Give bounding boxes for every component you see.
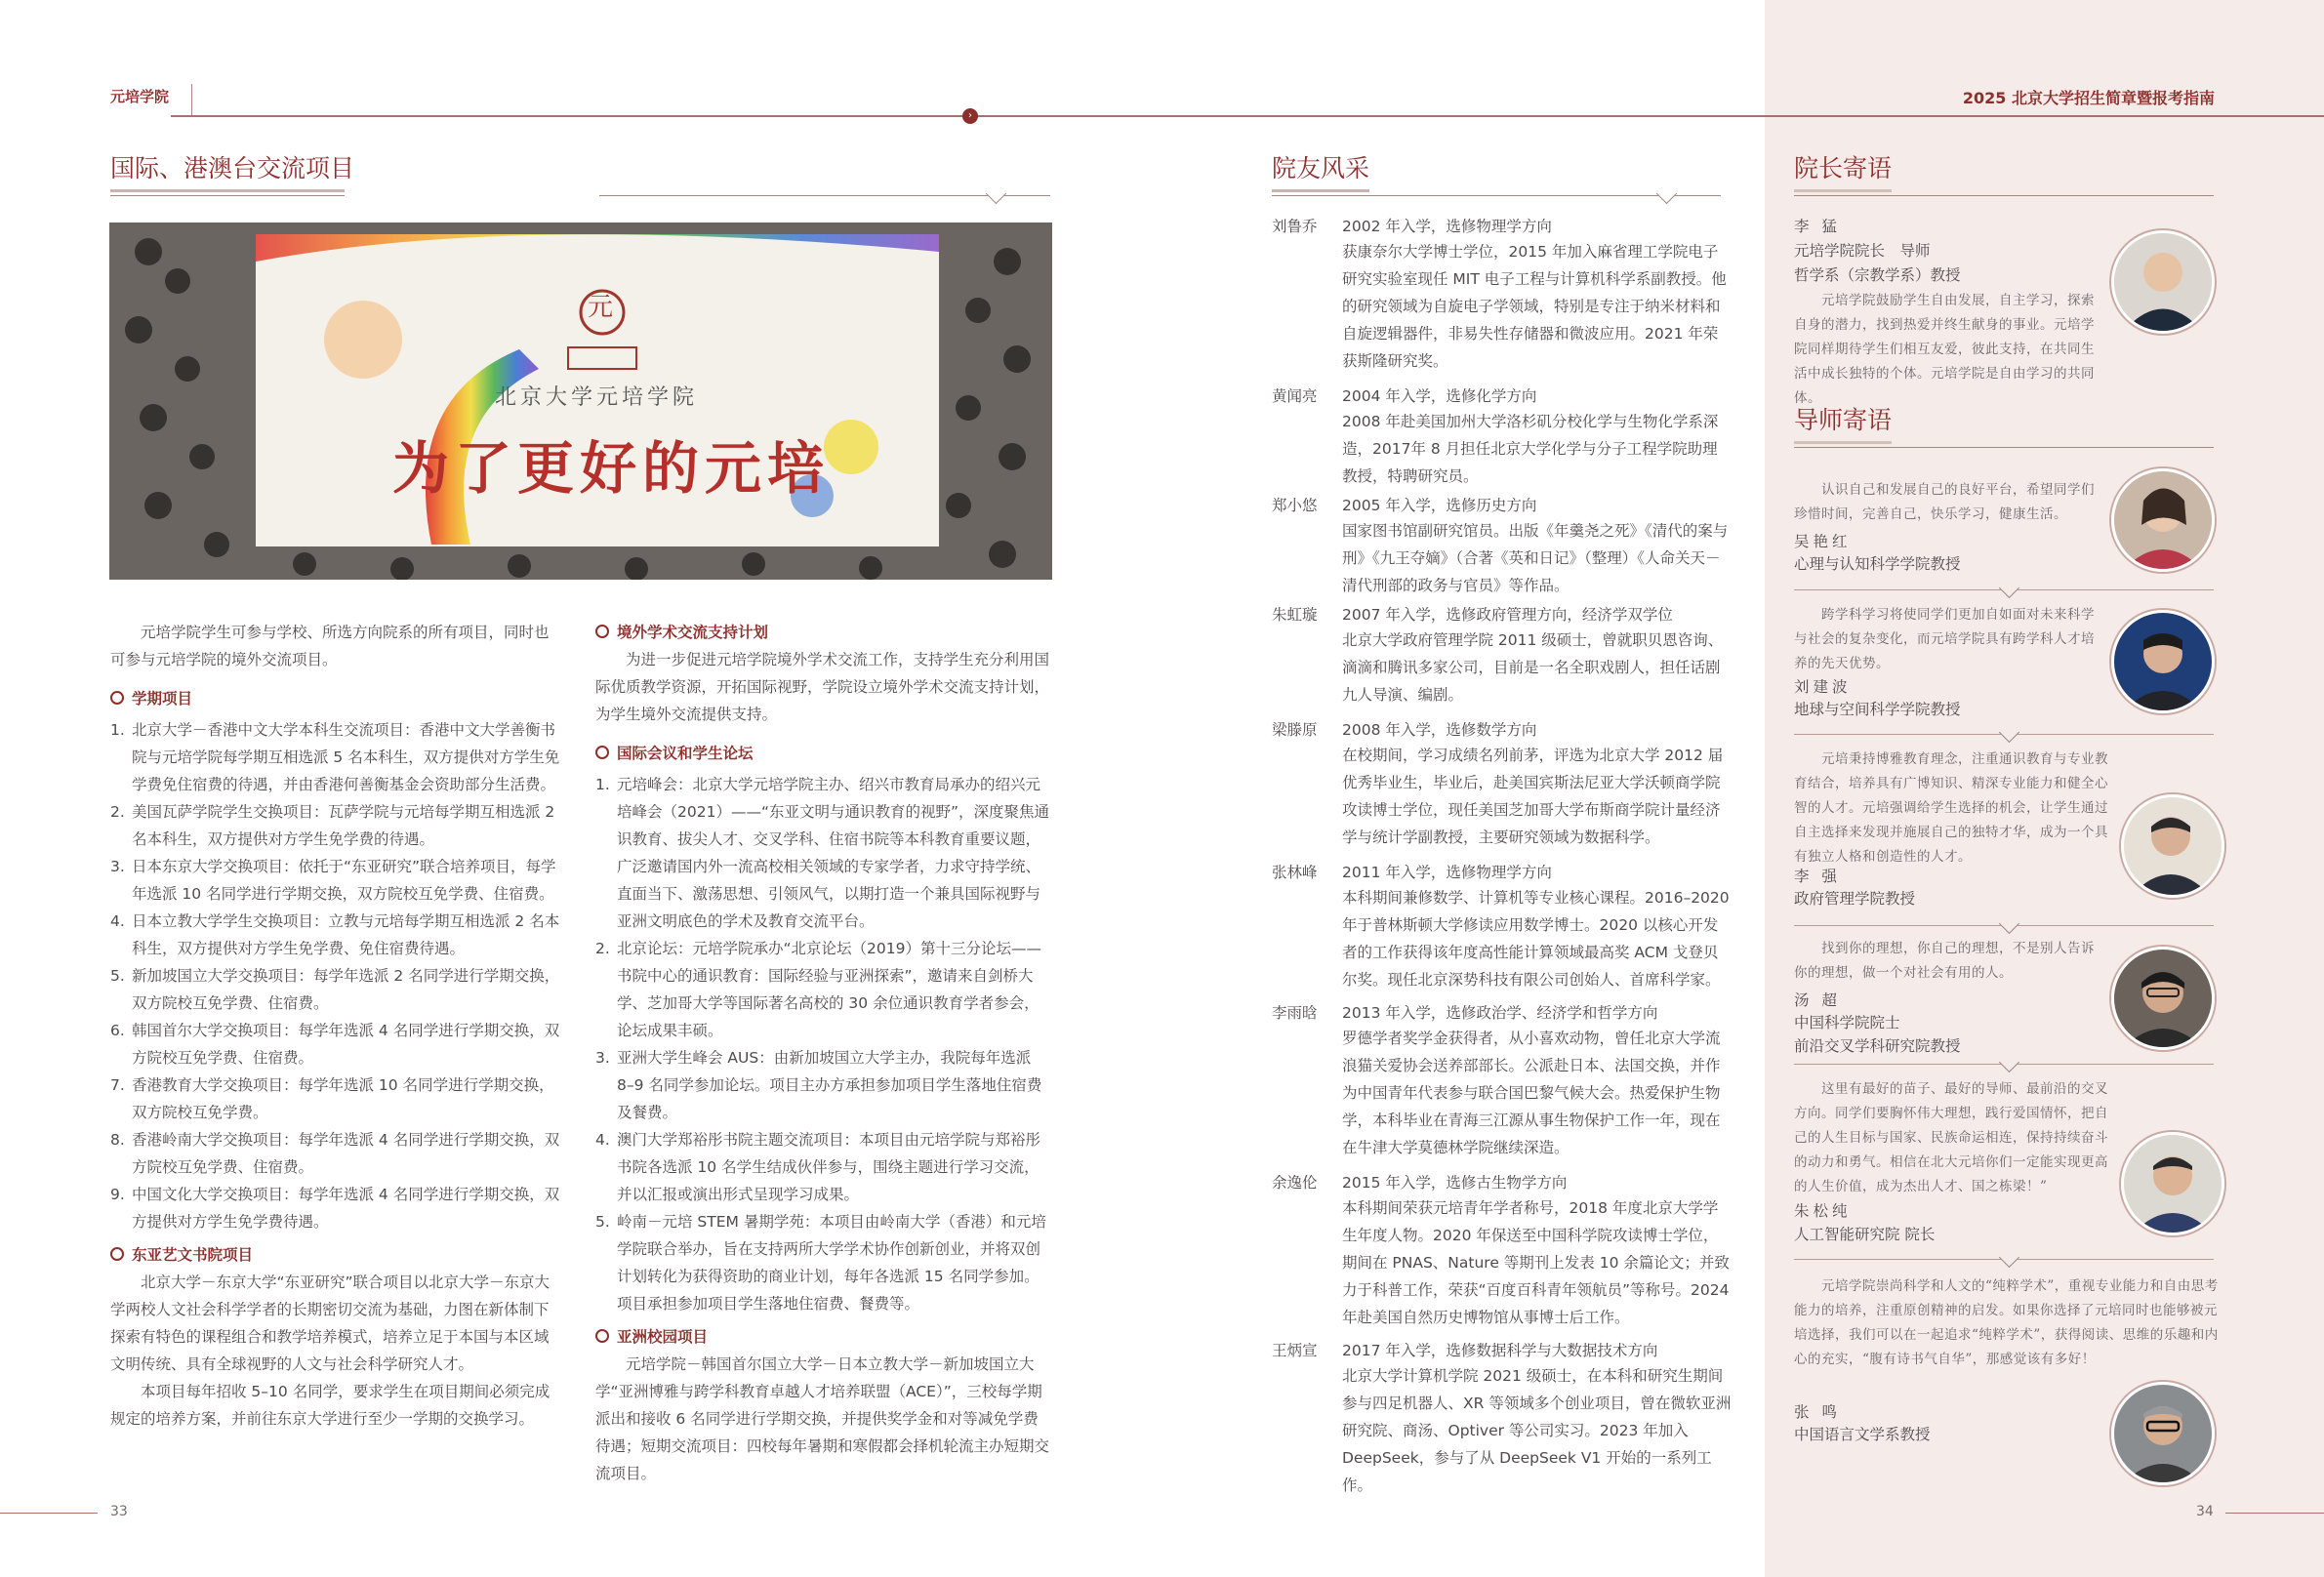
circle-bullet-icon — [595, 1329, 609, 1343]
list-item — [595, 1044, 1052, 1126]
list-item — [110, 1181, 561, 1235]
mentor-department: 人工智能研究院 院长 — [1794, 1226, 1936, 1243]
mentor-department-2: 前沿交叉学科研究院教授 — [1794, 1037, 1961, 1055]
list-text: 亚洲大学生峰会 AUS：由新加坡国立大学主办，我院每年选派 8–9 名同学参加论坛。项目主办方承担参加项目学生落地住宿费及餐费。 — [617, 1049, 1042, 1121]
list-text: 香港教育大学交换项目：每学年选派 10 名同学进行学期交换，双方院校互免学费。 — [132, 1076, 554, 1121]
footer-rule-right — [2225, 1513, 2324, 1514]
header-rule — [171, 115, 2324, 117]
subheading-forum-label: 国际会议和学生论坛 — [617, 745, 754, 762]
person-portrait-icon — [2114, 233, 2212, 331]
list-item — [110, 716, 561, 798]
list-item — [110, 1072, 561, 1126]
alumni-bio: 罗德学者奖学金获得者，从小喜欢动物，曾任北京大学流浪猫关爱协会送养部部长。公派赴日本、法国交换，并作为中国青年代表参与联合国巴黎气候大会。热爱保护生物学，本科毕业在青海三江源从事生物保护工作一年，现在在牛津大学莫德林学院继续深造。 — [1342, 1030, 1721, 1156]
list-number: 7. — [110, 1076, 125, 1094]
title-underline-thick — [110, 189, 345, 192]
list-text: 北京论坛：元培学院承办“北京论坛（2019）第十三分论坛——书院中心的通识教育：国际经验与亚洲探索”，邀请来自剑桥大学、芝加哥大学等国际著名高校的 30 余位通识教育学者参会，论坛成果丰硕。 — [617, 940, 1041, 1039]
mentor-quote: 元培秉持博雅教育理念，注重通识教育与专业教育结合，培养具有广博知识、精深专业能力和健全心智的人才。元培强调给学生选择的机会，让学生通过自主选择来发现并施展自己的独特才华，成为一个具有独立人格和创造性的人才。 — [1794, 751, 2108, 865]
alumni-name: 黄闻亮 — [1272, 387, 1318, 405]
mentor-department: 地球与空间科学学院教授 — [1794, 701, 1961, 718]
footer-rule-left — [0, 1513, 98, 1514]
list-text: 日本东京大学交换项目：依托于“东亚研究”联合培养项目，每学年选派 10 名同学进行学期交换，双方院校互免学费、住宿费。 — [132, 858, 556, 903]
list-item — [110, 798, 561, 853]
list-item — [595, 771, 1052, 935]
dean-department: 哲学系（宗教学系）教授 — [1794, 266, 1961, 284]
alumni-year: 2015 年入学，选修古生物学方向 — [1342, 1174, 1568, 1192]
list-number: 4. — [110, 912, 125, 930]
alumni-bio: 北京大学政府管理学院 2011 级硕士，曾就职贝恩咨询、滴滴和腾讯多家公司，目前是一名全职戏剧人，担任话剧九人导演、编剧。 — [1342, 631, 1724, 704]
alumni-bio: 2008 年赴美国加州大学洛杉矶分校化学与生物化学系深造，2017年 8 月担任北京大学化学与分子工程学院助理教授，特聘研究员。 — [1342, 413, 1719, 485]
avatar — [2121, 1132, 2224, 1235]
list-number: 9. — [110, 1186, 125, 1203]
alumni-bio: 国家图书馆副研究馆员。出版《年羹尧之死》《清代的案与刑》《九王夺嫡》（合著《英和日记》（整理）《人命关天－清代刑部的政务与官员》等作品。 — [1342, 522, 1729, 594]
mentor-quote: 这里有最好的苗子、最好的导师、最前沿的交叉方向。同学们要胸怀伟大理想，践行爱国情怀，把自己的人生目标与国家、民族命运相连，保持持续奋斗的动力和勇气。相信在北大元培你们一定能实现更高的人生价值，成为杰出人才、国之栋梁！” — [1794, 1081, 2108, 1194]
list-number: 1. — [110, 721, 125, 739]
list-number: 3. — [110, 858, 125, 875]
photo-seal-text: 元 — [588, 293, 614, 322]
chevron-down-icon — [1656, 183, 1677, 204]
circle-bullet-icon — [110, 691, 124, 705]
east-asia-paragraph-2: 本项目每年招收 5–10 名同学，要求学生在项目期间必须完成规定的培养方案，并前往东京大学进行至少一学期的交换学习。 — [110, 1383, 550, 1428]
subheading-forum — [595, 740, 1052, 767]
mentor-quote: 认识自己和发展自己的良好平台，希望同学们珍惜时间，完善自己，快乐学习，健康生活。 — [1794, 482, 2095, 522]
subheading-campus — [595, 1323, 1052, 1351]
header-guide-title: 2025 北京大学招生简章暨报考指南 — [1962, 89, 2215, 107]
person-portrait-icon — [2114, 950, 2212, 1047]
alumni-name: 张林峰 — [1272, 864, 1318, 881]
alumni-name: 朱虹璇 — [1272, 606, 1318, 624]
alumni-year: 2011 年入学，选修物理学方向 — [1342, 864, 1552, 881]
list-item — [110, 908, 561, 962]
avatar — [2121, 794, 2224, 898]
subheading-term-label: 学期项目 — [132, 690, 193, 708]
alumni-name: 余逸伦 — [1272, 1174, 1318, 1192]
mentor-department: 政府管理学院教授 — [1794, 890, 1916, 908]
alumni-name: 王炳宣 — [1272, 1342, 1318, 1359]
list-text: 元培峰会：北京大学元培学院主办、绍兴市教育局承办的绍兴元培峰会（2021）——“东亚文明与通识教育的视野”，深度聚焦通识教育、拔尖人才、交叉学科、住宿书院等本科教育重要议题，广泛邀请国内外一流高校相关领域的专家学者，力求守持学统、直面当下、激荡思想、引领风气，以期打造一个兼具国际视野与亚洲文明底色的学术及教育交流平台。 — [617, 776, 1050, 930]
title-underline-thick — [1794, 189, 1892, 192]
subheading-term — [110, 685, 561, 712]
circle-bullet-icon — [110, 1247, 124, 1261]
subheading-east-asia — [110, 1241, 561, 1269]
list-number: 2. — [595, 940, 610, 957]
mentor-quote: 跨学科学习将使同学们更加自如面对未来科学与社会的复杂变化，而元培学院具有跨学科人才培养的先天优势。 — [1794, 607, 2095, 671]
mentor-quote: 找到你的理想，你自己的理想，不是别人告诉你的理想，做一个对社会有用的人。 — [1794, 941, 2095, 981]
alumni-year: 2013 年入学，选修政治学、经济学和哲学方向 — [1342, 1004, 1658, 1022]
list-number: 2. — [110, 803, 125, 821]
list-number: 4. — [595, 1131, 610, 1149]
list-text: 香港岭南大学交换项目：每学年选派 4 名同学进行学期交换，双方院校互免学费、住宿费。 — [132, 1131, 560, 1176]
subheading-support — [595, 619, 1052, 646]
person-portrait-icon — [2124, 1135, 2222, 1233]
person-portrait-icon — [2114, 471, 2212, 569]
mentor-name: 刘建波 — [1794, 678, 1852, 696]
list-number: 5. — [595, 1213, 610, 1231]
title-underline — [1794, 447, 2214, 448]
alumni-bio: 本科期间兼修数学、计算机等专业核心课程。2016–2020 年于普林斯顿大学修读应用数学博士。2020 以核心开发者的工作获得该年度高性能计算领域最高奖 ACM 戈登贝尔奖。现任北京深势科技有限公司创始人、首席科学家。 — [1342, 889, 1730, 989]
subheading-campus-label: 亚洲校园项目 — [617, 1328, 709, 1346]
mentor-department: 中国科学院院士 — [1794, 1014, 1900, 1031]
alumni-bio: 北京大学计算机学院 2021 级硕士，在本科和研究生期间参与四足机器人、XR 等领域多个创业项目，曾在微软亚洲研究院、商汤、Optiver 等公司实习。2023 年加入 DeepSeek，参与了从 DeepSeek V1 开始的一系列工作。 — [1342, 1367, 1732, 1494]
photo-slogan-text: 为了更好的元培 — [392, 435, 831, 502]
circle-bullet-icon — [595, 746, 609, 759]
list-text: 美国瓦萨学院学生交换项目：瓦萨学院与元培每学期互相选派 2 名本科生，双方提供对方学生免学费的待遇。 — [132, 803, 555, 848]
alumni-name: 郑小悠 — [1272, 497, 1318, 514]
intro-paragraph: 元培学院学生可参与学校、所选方向院系的所有项目，同时也可参与元培学院的境外交流项目。 — [110, 624, 550, 668]
list-item — [110, 1017, 561, 1072]
header-school-label: 元培学院 — [110, 88, 170, 105]
list-number: 3. — [595, 1049, 610, 1067]
list-text: 韩国首尔大学交换项目：每学年选派 4 名同学进行学期交换，双方院校互免学费、住宿费。 — [132, 1022, 560, 1067]
campus-paragraph: 元培学院－韩国首尔国立大学－日本立教大学－新加坡国立大学“亚洲博雅与跨学科教育卓越人才培养联盟（ACE）”，三校每学期派出和接收 6 名同学进行学期交换，并提供奖学金和对等减免学费待遇；短期交流项目：四校每年暑期和寒假都会择机轮流主办短期交流项目。 — [595, 1355, 1050, 1482]
title-underline-thick — [1794, 441, 1892, 444]
circle-bullet-icon — [595, 625, 609, 638]
alumni-year: 2017 年入学，选修数据科学与大数据技术方向 — [1342, 1342, 1658, 1359]
list-item — [110, 853, 561, 908]
mentor-name: 汤 超 — [1794, 991, 1841, 1009]
forum-list — [595, 771, 1052, 1317]
left-column — [110, 619, 561, 1433]
header-divider — [191, 84, 192, 117]
title-underline — [1272, 195, 1721, 196]
avatar — [2111, 1382, 2215, 1485]
person-portrait-icon — [2114, 1385, 2212, 1482]
title-underline-thick — [1272, 189, 1369, 192]
mentor-department: 心理与认知科学学院教授 — [1794, 555, 1961, 573]
list-item — [595, 1126, 1052, 1208]
chevron-right-icon: › — [962, 108, 978, 124]
list-item — [110, 1126, 561, 1181]
section-title-exchange: 国际、港澳台交流项目 — [110, 154, 355, 182]
page-number-left: 33 — [110, 1504, 128, 1519]
mentor-name: 张 鸣 — [1794, 1403, 1841, 1421]
list-number: 8. — [110, 1131, 125, 1149]
list-text: 日本立教大学学生交换项目：立教与元培每学期互相选派 2 名本科生，双方提供对方学生免学费、免住宿费待遇。 — [132, 912, 560, 957]
section-title-alumni: 院友风采 — [1272, 154, 1370, 182]
avatar — [2111, 468, 2215, 572]
alumni-name: 李雨晗 — [1272, 1004, 1318, 1022]
chevron-down-icon — [986, 183, 1006, 204]
support-paragraph: 为进一步促进元培学院境外学术交流工作，支持学生充分利用国际优质教学资源，开拓国际视野，学院设立境外学术交流支持计划，为学生境外交流提供支持。 — [595, 651, 1050, 723]
list-item — [595, 935, 1052, 1044]
dean-name: 李 猛 — [1794, 218, 1841, 235]
alumni-year: 2008 年入学，选修数学方向 — [1342, 721, 1537, 739]
east-asia-paragraph-1: 北京大学－东京大学“东亚研究”联合项目以北京大学－东京大学两校人文社会科学学者的长期密切交流为基础，力图在新体制下探索有特色的课程组合和教学培养模式，培养立足于本国与本区域文明传统、具有全球视野的人文与社会科学研究人才。 — [110, 1274, 550, 1373]
photo-banner-text: 北京大学元培学院 — [495, 385, 699, 410]
mentor-department: 中国语言文学系教授 — [1794, 1426, 1931, 1443]
avatar — [2111, 947, 2215, 1050]
avatar — [2111, 610, 2215, 713]
alumni-year: 2002 年入学，选修物理学方向 — [1342, 218, 1552, 235]
list-text: 岭南－元培 STEM 暑期学苑：本项目由岭南大学（香港）和元培学院联合举办，旨在支持两所大学学术协作创新创业，并将双创计划转化为获得资助的商业计划，每年各选派 15 名同学参加。项目承担参加项目学生落地住宿费、餐费等。 — [617, 1213, 1046, 1313]
title-rule-right — [599, 195, 1050, 196]
section-title-mentors: 导师寄语 — [1794, 406, 1893, 434]
list-text: 北京大学－香港中文大学本科生交流项目：香港中文大学善衡书院与元培学院每学期互相选派 5 名本科生，双方提供对方学生免学费免住宿费的待遇，并由香港何善衡基金会资助部分生活费。 — [132, 721, 560, 793]
dean-position: 元培学院院长 导师 — [1794, 242, 1931, 260]
subheading-support-label: 境外学术交流支持计划 — [617, 624, 769, 641]
list-item — [595, 1208, 1052, 1317]
mentor-name: 吴艳红 — [1794, 533, 1852, 550]
alumni-name: 梁滕原 — [1272, 721, 1318, 739]
alumni-bio: 在校期间，学习成绩名列前茅，评选为北京大学 2012 届优秀毕业生，毕业后，赴美国宾斯法尼亚大学沃顿商学院攻读博士学位，现任美国芝加哥大学布斯商学院计量经济学与统计学副教授，主要研究领域为数据科学。 — [1342, 747, 1724, 846]
alumni-year: 2004 年入学，选修化学方向 — [1342, 387, 1537, 405]
mentor-quote: 元培学院崇尚科学和人文的“纯粹学术”，重视专业能力和自由思考能力的培养，注重原创精神的启发。如果你选择了元培同时也能够被元培选择，我们可以在一起追求“纯粹学术”，获得阅读、思维的乐趣和内心的充实，“腹有诗书气自华”，那感觉该有多好！ — [1794, 1278, 2219, 1367]
middle-column — [595, 619, 1052, 1487]
list-text: 澳门大学郑裕彤书院主题交流项目：本项目由元培学院与郑裕彤书院各选派 10 名学生结成伙伴参与，围绕主题进行学习交流，并以汇报或演出形式呈现学习成果。 — [617, 1131, 1041, 1203]
list-number: 1. — [595, 776, 610, 793]
subheading-east-asia-label: 东亚艺文书院项目 — [132, 1246, 254, 1264]
avatar — [2111, 230, 2215, 334]
section-title-dean: 院长寄语 — [1794, 154, 1893, 182]
page-number-right: 34 — [2196, 1504, 2214, 1519]
list-item — [110, 962, 561, 1017]
title-underline — [110, 195, 345, 196]
alumni-bio: 本科期间荣获元培青年学者称号，2018 年度北京大学学生年度人物。2020 年保送至中国科学院攻读博士学位，期间在 PNAS、Nature 等期刊上发表 10 余篇论文；并致力于科普工作，荣获“百度百科青年领航员”等称号。2024 年赴美国自然历史博物馆从事博士后工作。 — [1342, 1199, 1730, 1326]
list-number: 6. — [110, 1022, 125, 1039]
person-portrait-icon — [2114, 613, 2212, 710]
list-text: 中国文化大学交换项目：每学年选派 4 名同学进行学期交换，双方提供对方学生免学费待遇。 — [132, 1186, 560, 1231]
person-portrait-icon — [2124, 797, 2222, 895]
alumni-name: 刘鲁乔 — [1272, 218, 1318, 235]
list-text: 新加坡国立大学交换项目：每学年选派 2 名同学进行学期交换，双方院校互免学费、住宿费。 — [132, 967, 560, 1012]
alumni-bio: 获康奈尔大学博士学位，2015 年加入麻省理工学院电子研究实验室现任 MIT 电子工程与计算机科学系副教授。他的研究领域为自旋电子学领域，特别是专注于纳米材料和自旋逻辑器件，非易失性存储器和微波应用。2021 年荣获斯隆研究奖。 — [1342, 243, 1727, 370]
dean-quote: 元培学院鼓励学生自由发展，自主学习，探索自身的潜力，找到热爱并终生献身的事业。元培学院同样期待学生们相互友爱，彼此支持，在共同生活中成长独特的个体。元培学院是自由学习的共同体。 — [1794, 293, 2095, 406]
group-photo — [109, 222, 1052, 580]
title-underline — [1794, 195, 2214, 196]
mentor-name: 李 强 — [1794, 868, 1841, 885]
alumni-year: 2005 年入学，选修历史方向 — [1342, 497, 1537, 514]
mentor-name: 朱松纯 — [1794, 1202, 1852, 1220]
alumni-year: 2007 年入学，选修政府管理方向，经济学双学位 — [1342, 606, 1673, 624]
list-number: 5. — [110, 967, 125, 985]
term-list — [110, 716, 561, 1235]
